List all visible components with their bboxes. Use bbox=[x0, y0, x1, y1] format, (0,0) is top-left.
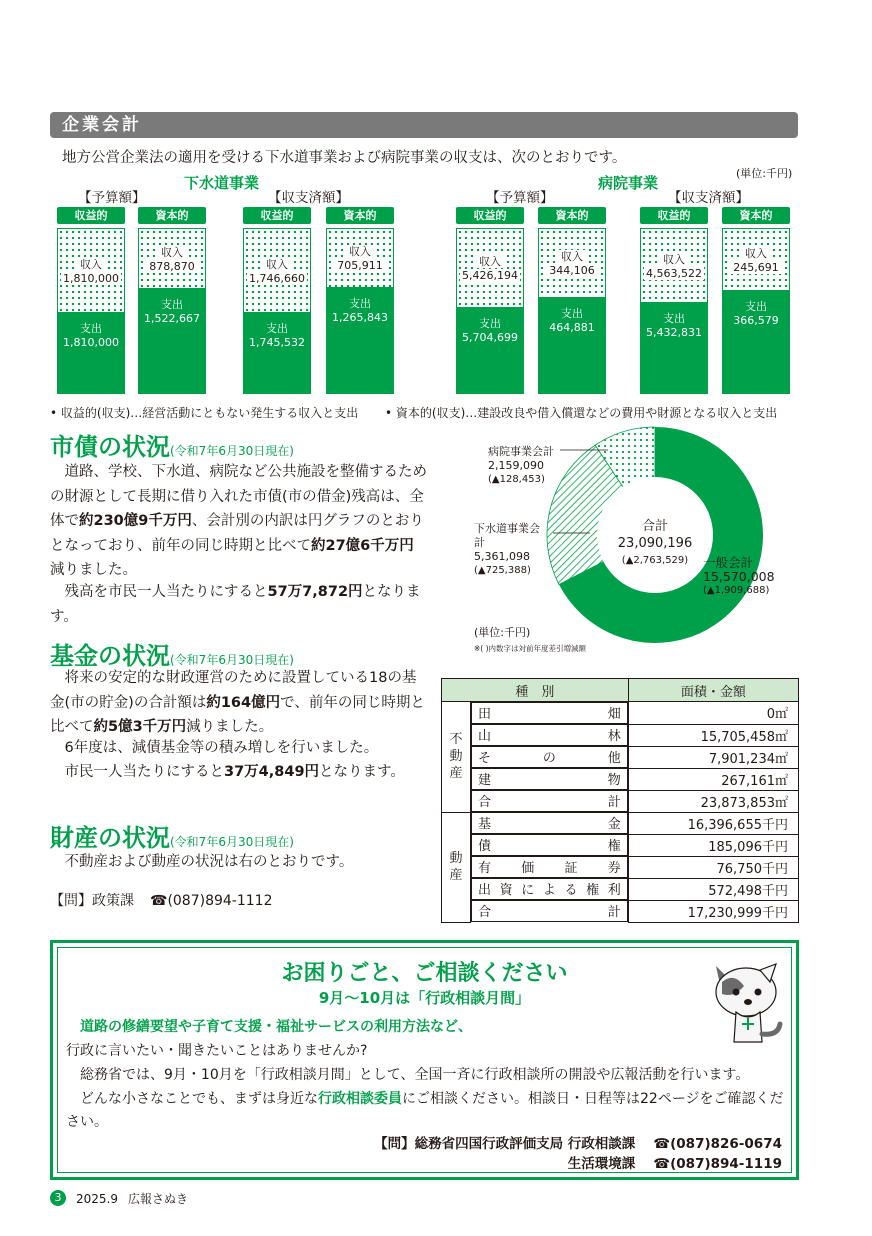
fund-title: 基金の状況 bbox=[50, 642, 170, 670]
income-word: 収入 bbox=[663, 252, 685, 266]
bar-type-tag: 収益的 bbox=[57, 207, 125, 224]
table-row bbox=[442, 900, 799, 922]
item-name: 基 金 bbox=[471, 812, 628, 834]
expense-value: 5,432,831 bbox=[646, 326, 702, 339]
budget-bar bbox=[243, 228, 311, 394]
expense-word: 支出 bbox=[349, 297, 371, 310]
unit-label: (単位:千円) bbox=[736, 167, 793, 180]
income-label bbox=[723, 247, 789, 275]
item-name: 出 資 に よ る 権 利 bbox=[471, 878, 628, 900]
item-name: 山 林 bbox=[471, 724, 628, 746]
table-row bbox=[442, 834, 799, 856]
debt-heading bbox=[50, 427, 294, 462]
expense-word: 支出 bbox=[745, 300, 767, 313]
note-revenue: • 収益的(収支)…経営活動にともない発生する収入と支出 bbox=[50, 406, 359, 420]
income-word: 収入 bbox=[161, 245, 183, 259]
pie-label-sewer: 下水道事業会計 5,361,098 (▲725,388) bbox=[474, 522, 540, 576]
item-value: 267,161㎡ bbox=[628, 768, 798, 790]
income-value: 344,106 bbox=[549, 264, 595, 277]
table-row bbox=[442, 702, 799, 725]
income-label bbox=[139, 246, 205, 274]
expense-label bbox=[539, 307, 605, 335]
table-row bbox=[442, 790, 799, 812]
expense-label bbox=[244, 322, 310, 350]
income-label bbox=[539, 250, 605, 278]
item-name: 田 畑 bbox=[471, 702, 628, 724]
header-value: 面積・金額 bbox=[628, 679, 798, 702]
item-name: 合 計 bbox=[471, 900, 628, 922]
expense-word: 支出 bbox=[561, 307, 583, 320]
consult-contact-2: 生活環境課 ☎(087)894-1119 bbox=[567, 1156, 782, 1172]
item-name: 債 権 bbox=[471, 834, 628, 856]
sewer-budget-label: 【予算額】 bbox=[78, 190, 146, 206]
budget-bar bbox=[326, 228, 394, 394]
income-label bbox=[58, 258, 124, 286]
consult-line-1: 道路の修繕要望や子育て支援・福祉サービスの利用方法など、 bbox=[66, 1019, 472, 1035]
fund-date: (令和7年6月30日現在) bbox=[170, 653, 294, 667]
section-header bbox=[50, 112, 798, 138]
budget-bar bbox=[722, 228, 790, 394]
income-word: 収入 bbox=[745, 246, 767, 260]
income-value: 4,563,522 bbox=[646, 266, 702, 280]
consult-title: お困りごと、ご相談ください bbox=[281, 961, 568, 986]
expense-word: 支出 bbox=[266, 322, 288, 335]
item-value: 572,498千円 bbox=[628, 878, 798, 900]
table-row bbox=[442, 856, 799, 878]
table-row bbox=[442, 746, 799, 768]
consult-subtitle: 9月〜10月は「行政相談月間」 bbox=[318, 989, 531, 1007]
header-type: 種 別 bbox=[442, 679, 629, 702]
consult-line-2: 行政に言いたい・聞きたいことはありませんか? bbox=[66, 1043, 368, 1059]
bar-type-tag: 収益的 bbox=[456, 207, 524, 224]
fund-paragraph-2: 6年度は、減債基金等の積み増しを行いました。 bbox=[50, 740, 379, 756]
expense-label bbox=[641, 312, 707, 340]
property-paragraph: 不動産および動産の状況は右のとおりです。 bbox=[50, 854, 354, 870]
property-heading bbox=[50, 818, 294, 853]
bar-type-tag: 資本的 bbox=[138, 207, 206, 224]
expense-label bbox=[139, 298, 205, 326]
expense-word: 支出 bbox=[80, 322, 102, 335]
bar-type-tag: 資本的 bbox=[722, 207, 790, 224]
fund-paragraph-1: 将来の安定的な財政運営のために設置している18の基金(市の貯金)の合計額は約164億円で、前年の同じ時期と比べて約5億3千万円減りました。 bbox=[50, 670, 425, 735]
expense-value: 1,265,843 bbox=[332, 311, 388, 324]
income-label bbox=[641, 253, 707, 281]
debt-paragraph-2: 残高を市民一人当たりにすると57万7,872円となります。 bbox=[50, 584, 421, 625]
hospital-settled-label: 【収支済額】 bbox=[668, 190, 749, 206]
debt-title: 市債の状況 bbox=[50, 433, 170, 461]
item-name: 建 物 bbox=[471, 768, 628, 790]
expense-value: 464,881 bbox=[549, 321, 595, 334]
property-date: (令和7年6月30日現在) bbox=[170, 835, 294, 849]
income-label bbox=[327, 245, 393, 273]
item-value: 23,873,853㎡ bbox=[628, 790, 798, 812]
item-value: 185,096千円 bbox=[628, 834, 798, 856]
item-name: そ の 他 bbox=[471, 746, 628, 768]
group-label: 不 動 産 bbox=[442, 702, 471, 813]
item-value: 15,705,458㎡ bbox=[628, 724, 798, 746]
expense-value: 1,745,532 bbox=[249, 336, 305, 349]
expense-label bbox=[457, 317, 523, 345]
item-name: 有 価 証 券 bbox=[471, 856, 628, 878]
income-value: 5,426,194 bbox=[462, 269, 518, 282]
income-value: 1,746,660 bbox=[249, 271, 305, 285]
page-number: 3 bbox=[50, 1190, 66, 1206]
income-word: 収入 bbox=[561, 250, 583, 263]
item-value: 0㎡ bbox=[628, 702, 798, 725]
income-label bbox=[457, 255, 523, 283]
budget-bar bbox=[456, 228, 524, 394]
pie-unit: (単位:千円) bbox=[474, 626, 531, 639]
income-value: 1,810,000 bbox=[63, 271, 119, 285]
hospital-title: 病院事業 bbox=[598, 174, 659, 192]
mascot-icon bbox=[700, 952, 792, 1052]
income-value: 705,911 bbox=[337, 259, 383, 272]
expense-value: 366,579 bbox=[733, 314, 779, 327]
bar-type-tag: 資本的 bbox=[326, 207, 394, 224]
property-title: 財産の状況 bbox=[50, 824, 170, 852]
sewer-title: 下水道事業 bbox=[184, 174, 260, 192]
intro-text: 地方公営企業法の適用を受ける下水道事業および病院事業の収支は、次のとおりです。 bbox=[62, 150, 627, 166]
budget-bar bbox=[57, 228, 125, 394]
income-word: 収入 bbox=[266, 257, 288, 271]
group-label: 動 産 bbox=[442, 812, 471, 922]
expense-word: 支出 bbox=[663, 312, 685, 325]
income-word: 収入 bbox=[80, 257, 102, 271]
pie-label-hospital: 病院事業会計 2,159,090 (▲128,453) bbox=[488, 445, 554, 485]
consult-contact-1: 【問】総務省四国行政評価支局 行政相談課 ☎(087)826-0674 bbox=[374, 1136, 782, 1152]
debt-paragraph-1: 道路、学校、下水道、病院など公共施設を整備するための財源として長期に借り入れた市債(市の借金)残高は、全体で約230億9千万円、会計別の内訳は円グラフのとおりとなっており、前年の同じ時期と比べて約27億6千万円減りました。 bbox=[50, 464, 427, 578]
fund-paragraph-3: 市民一人当たりにすると37万4,849円となります。 bbox=[50, 764, 405, 780]
item-value: 16,396,655千円 bbox=[628, 812, 798, 834]
income-word: 収入 bbox=[349, 245, 371, 258]
expense-value: 1,522,667 bbox=[144, 312, 200, 325]
consult-line-4: どんな小さなことでも、まずは身近な行政相談委員にご相談ください。相談日・日程等は22ページをご確認ください。 bbox=[66, 1091, 784, 1130]
item-value: 7,901,234㎡ bbox=[628, 746, 798, 768]
debt-date: (令和7年6月30日現在) bbox=[170, 444, 294, 458]
income-value: 245,691 bbox=[733, 260, 779, 274]
table-row bbox=[442, 724, 799, 746]
table-row bbox=[442, 878, 799, 900]
budget-bar bbox=[538, 228, 606, 394]
item-value: 76,750千円 bbox=[628, 856, 798, 878]
sewer-settled-label: 【収支済額】 bbox=[268, 190, 349, 206]
expense-label bbox=[58, 322, 124, 350]
income-label bbox=[244, 258, 310, 286]
policy-contact: 【問】政策課 ☎(087)894-1112 bbox=[50, 893, 273, 909]
pie-note: ※( )内数字は対前年度差引増減額 bbox=[474, 644, 587, 653]
budget-bar bbox=[640, 228, 708, 394]
hospital-budget-label: 【予算額】 bbox=[486, 190, 554, 206]
bar-type-tag: 資本的 bbox=[538, 207, 606, 224]
footer-issue: 2025.9 広報さぬき bbox=[76, 1192, 189, 1206]
expense-label bbox=[327, 297, 393, 325]
income-value: 878,870 bbox=[149, 259, 195, 273]
expense-value: 1,810,000 bbox=[63, 336, 119, 349]
property-table bbox=[441, 678, 799, 923]
pie-total: 合計 23,090,196 (▲2,763,529) bbox=[617, 519, 693, 566]
bar-type-tag: 収益的 bbox=[243, 207, 311, 224]
budget-bar bbox=[138, 228, 206, 394]
table-row bbox=[442, 768, 799, 790]
item-name: 合 計 bbox=[471, 790, 628, 812]
income-word: 収入 bbox=[479, 255, 501, 268]
consult-line-3: 総務省では、9月・10月を「行政相談月間」として、全国一斉に行政相談所の開設や広報活動を行います。 bbox=[66, 1067, 750, 1083]
expense-value: 5,704,699 bbox=[462, 331, 518, 344]
expense-word: 支出 bbox=[479, 317, 501, 330]
item-value: 17,230,999千円 bbox=[628, 900, 798, 922]
section-title: 企業会計 bbox=[62, 115, 142, 135]
expense-label bbox=[723, 300, 789, 328]
pie-label-general: 一般会計 15,570,008 (▲1,909,688) bbox=[703, 555, 775, 596]
bar-type-tag: 収益的 bbox=[640, 207, 708, 224]
expense-word: 支出 bbox=[161, 298, 183, 311]
table-row bbox=[442, 812, 799, 834]
note-capital: • 資本的(収支)…建設改良や借入償還などの費用や財源となる収入と支出 bbox=[385, 406, 778, 420]
